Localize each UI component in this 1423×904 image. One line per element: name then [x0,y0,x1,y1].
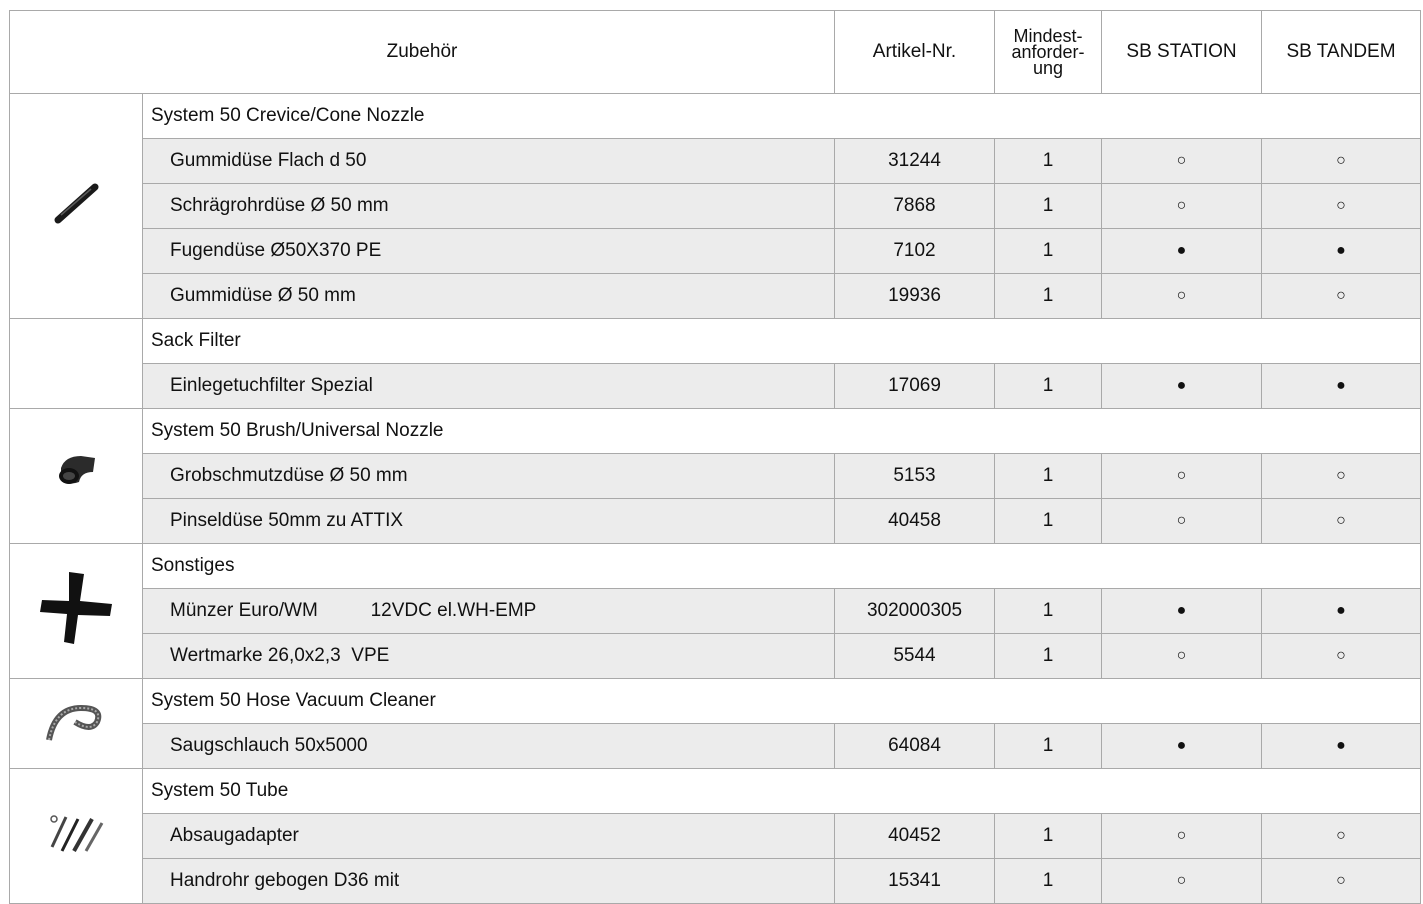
header-mindest [995,11,1102,94]
sb-station-mark: ○ [1102,274,1262,319]
sb-tandem-mark: ○ [1262,454,1421,499]
minimum-requirement: 1 [995,229,1102,274]
article-number: 64084 [835,724,995,769]
minimum-requirement: 1 [995,184,1102,229]
group-image-cell [10,409,143,544]
minimum-requirement: 1 [995,859,1102,904]
group-row [10,544,1421,589]
group-title: System 50 Crevice/Cone Nozzle [143,94,1421,139]
table-row [10,634,1421,679]
sb-tandem-mark: ● [1262,229,1421,274]
group-row [10,769,1421,814]
article-number: 40452 [835,814,995,859]
minimum-requirement: 1 [995,814,1102,859]
header-row [10,11,1421,94]
minimum-requirement: 1 [995,364,1102,409]
item-name: Schrägrohrdüse Ø 50 mm [143,184,835,229]
table-row [10,139,1421,184]
minimum-requirement: 1 [995,454,1102,499]
header-mindest-line-2: anforder- [1011,42,1085,62]
minimum-requirement: 1 [995,499,1102,544]
article-number: 5153 [835,454,995,499]
sb-tandem-mark: ○ [1262,859,1421,904]
item-name: Gummidüse Ø 50 mm [143,274,835,319]
group-row [10,319,1421,364]
item-name: Grobschmutzdüse Ø 50 mm [143,454,835,499]
sb-tandem-mark: ○ [1262,139,1421,184]
minimum-requirement: 1 [995,724,1102,769]
header-zubehoer: Zubehör [10,11,835,94]
group-row [10,409,1421,454]
group-row [10,679,1421,724]
group-title: Sonstiges [143,544,1421,589]
accessories-table [9,10,1421,904]
sb-station-mark: ○ [1102,499,1262,544]
group-image-cell [10,679,143,769]
item-name: Absaugadapter [143,814,835,859]
sb-tandem-mark: ○ [1262,274,1421,319]
group-image-cell [10,319,143,409]
table-row [10,589,1421,634]
sb-tandem-mark: ● [1262,724,1421,769]
table-row [10,364,1421,409]
table-row [10,274,1421,319]
table-row [10,814,1421,859]
group-image-cell [10,769,143,904]
article-number: 17069 [835,364,995,409]
sb-tandem-mark: ● [1262,589,1421,634]
group-title: Sack Filter [143,319,1421,364]
group-row [10,94,1421,139]
minimum-requirement: 1 [995,589,1102,634]
article-number: 7102 [835,229,995,274]
sb-tandem-mark: ● [1262,364,1421,409]
item-name: Pinseldüse 50mm zu ATTIX [143,499,835,544]
item-name: Fugendüse Ø50X370 PE [143,229,835,274]
table-row [10,229,1421,274]
sb-station-mark: ● [1102,589,1262,634]
article-number: 15341 [835,859,995,904]
article-number: 302000305 [835,589,995,634]
item-name: Gummidüse Flach d 50 [143,139,835,184]
group-title: System 50 Hose Vacuum Cleaner [143,679,1421,724]
group-title: System 50 Tube [143,769,1421,814]
header-sb-tandem: SB TANDEM [1262,11,1421,94]
header-mindest-line-1: Mindest- [1013,26,1083,46]
group-title: System 50 Brush/Universal Nozzle [143,409,1421,454]
hose-icon [41,698,111,750]
minimum-requirement: 1 [995,634,1102,679]
article-number: 31244 [835,139,995,184]
table-row [10,184,1421,229]
table-row [10,454,1421,499]
header-sb-station: SB STATION [1102,11,1262,94]
sb-station-mark: ○ [1102,454,1262,499]
header-mindest-line-3: ung [1032,58,1064,78]
item-name: Münzer Euro/WM 12VDC el.WH-EMP [143,589,835,634]
sb-station-mark: ○ [1102,184,1262,229]
sb-station-mark: ● [1102,364,1262,409]
article-number: 5544 [835,634,995,679]
article-number: 19936 [835,274,995,319]
item-name: Einlegetuchfilter Spezial [143,364,835,409]
table-row [10,859,1421,904]
crevice-nozzle-icon [51,178,101,234]
sb-tandem-mark: ○ [1262,814,1421,859]
sb-station-mark: ● [1102,229,1262,274]
plus-icon [34,566,118,656]
sb-tandem-mark: ○ [1262,184,1421,229]
sb-station-mark: ○ [1102,859,1262,904]
header-artikel: Artikel-Nr. [835,11,995,94]
item-name: Handrohr gebogen D36 mit [143,859,835,904]
item-name: Saugschlauch 50x5000 [143,724,835,769]
minimum-requirement: 1 [995,139,1102,184]
minimum-requirement: 1 [995,274,1102,319]
sb-station-mark: ○ [1102,814,1262,859]
sb-station-mark: ● [1102,724,1262,769]
group-image-cell [10,94,143,319]
group-image-cell [10,544,143,679]
item-name: Wertmarke 26,0x2,3 VPE [143,634,835,679]
sb-tandem-mark: ○ [1262,634,1421,679]
table-row [10,499,1421,544]
sb-station-mark: ○ [1102,634,1262,679]
tube-set-icon [46,811,106,861]
article-number: 40458 [835,499,995,544]
table-row [10,724,1421,769]
article-number: 7868 [835,184,995,229]
sb-station-mark: ○ [1102,139,1262,184]
brush-nozzle-icon [51,448,101,504]
sb-tandem-mark: ○ [1262,499,1421,544]
